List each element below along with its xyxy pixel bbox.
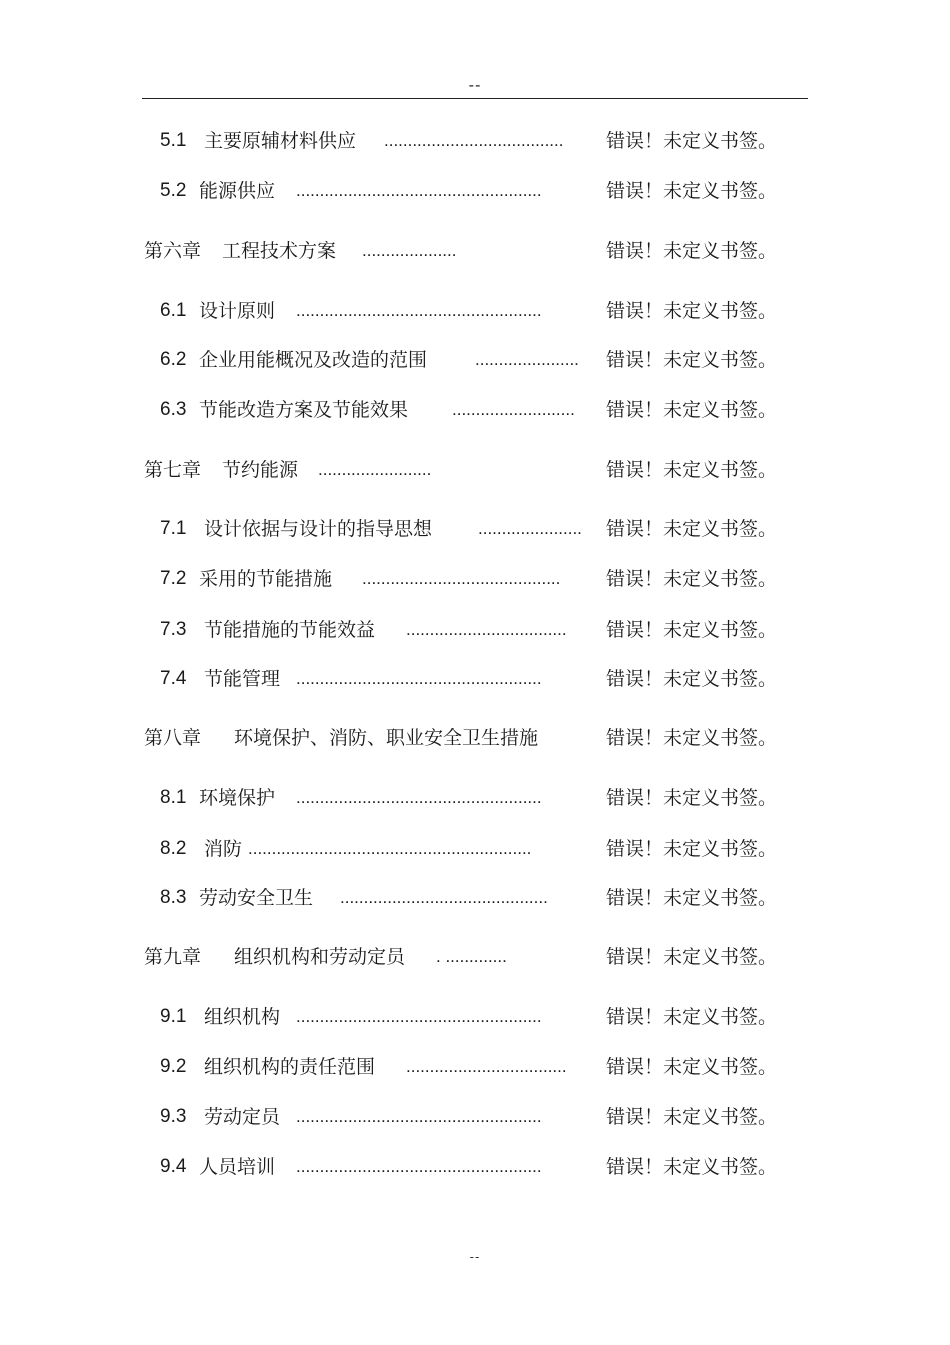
toc-leader-dots: ......................	[478, 519, 582, 538]
toc-title: 节能管理	[204, 668, 281, 690]
toc-line-7-4[interactable]	[0, 664, 950, 694]
toc-line-7-2[interactable]	[0, 564, 950, 594]
toc-line-6-1[interactable]	[0, 296, 950, 326]
toc-leader-dots: ..................................	[406, 1057, 567, 1076]
toc-line-7-3[interactable]	[0, 615, 950, 645]
toc-title: 主要原辅材料供应	[204, 130, 357, 152]
toc-leader-dots: ..........................................	[362, 569, 561, 588]
toc-leader-dots: ............................................	[340, 888, 548, 907]
toc-number: 第九章	[144, 946, 202, 968]
toc-error-text: 错误！未定义书签。	[606, 568, 778, 590]
toc-leader-dots: . .............	[436, 947, 507, 966]
toc-line-7-1[interactable]	[0, 514, 950, 544]
toc-chapter-7[interactable]	[0, 455, 950, 485]
toc-error-text: 错误！未定义书签。	[606, 1006, 778, 1028]
toc-line-6-2[interactable]	[0, 345, 950, 375]
toc-error-text: 错误！未定义书签。	[606, 1156, 778, 1178]
toc-chapter-6[interactable]	[0, 236, 950, 266]
toc-chapter-9[interactable]	[0, 942, 950, 972]
toc-number: 第八章	[144, 727, 202, 749]
toc-number: 9.2	[160, 1056, 187, 1077]
toc-line-5-1[interactable]	[0, 126, 950, 156]
toc-chapter-8[interactable]	[0, 723, 950, 753]
toc-leader-dots: ....................	[362, 241, 457, 260]
page-header-mark: --	[468, 76, 482, 94]
toc-line-6-3[interactable]	[0, 395, 950, 425]
toc-title: 节约能源	[222, 459, 299, 481]
toc-number: 7.1	[160, 518, 187, 539]
toc-leader-dots: ......................................	[384, 131, 564, 150]
toc-error-text: 错误！未定义书签。	[606, 180, 778, 202]
toc-error-text: 错误！未定义书签。	[606, 668, 778, 690]
toc-error-text: 错误！未定义书签。	[606, 727, 778, 749]
toc-error-text: 错误！未定义书签。	[606, 459, 778, 481]
toc-number: 9.4	[160, 1156, 187, 1177]
toc-title: 组织机构和劳动定员	[234, 946, 406, 968]
toc-leader-dots: ....................................................	[296, 301, 542, 320]
toc-title: 采用的节能措施	[199, 568, 333, 590]
toc-number: 8.2	[160, 838, 187, 859]
toc-number: 9.1	[160, 1006, 187, 1027]
toc-leader-dots: ....................................................	[296, 669, 542, 688]
toc-title: 劳动安全卫生	[199, 887, 314, 909]
toc-number: 5.1	[160, 130, 187, 151]
toc-leader-dots: ....................................................	[296, 788, 542, 807]
toc-number: 第六章	[144, 240, 202, 262]
toc-number: 8.1	[160, 787, 187, 808]
toc-title: 节能措施的节能效益	[204, 619, 376, 641]
toc-number: 9.3	[160, 1106, 187, 1127]
toc-leader-dots: ....................................................	[296, 1007, 542, 1026]
toc-error-text: 错误！未定义书签。	[606, 838, 778, 860]
toc-title: 工程技术方案	[222, 240, 337, 262]
toc-title: 组织机构的责任范围	[204, 1056, 376, 1078]
toc-line-8-1[interactable]	[0, 783, 950, 813]
toc-line-9-2[interactable]	[0, 1052, 950, 1082]
toc-leader-dots: ............................................................	[248, 839, 532, 858]
toc-error-text: 错误！未定义书签。	[606, 1056, 778, 1078]
toc-number: 6.3	[160, 399, 187, 420]
toc-error-text: 错误！未定义书签。	[606, 946, 778, 968]
toc-title: 设计原则	[199, 300, 276, 322]
toc-title: 消防	[204, 838, 243, 860]
toc-title: 企业用能概况及改造的范围	[199, 349, 428, 371]
toc-error-text: 错误！未定义书签。	[606, 1106, 778, 1128]
toc-leader-dots: ......................	[475, 350, 579, 369]
toc-leader-dots: ....................................................	[296, 1157, 542, 1176]
toc-error-text: 错误！未定义书签。	[606, 887, 778, 909]
toc-title: 能源供应	[199, 180, 276, 202]
toc-line-9-4[interactable]	[0, 1152, 950, 1182]
toc-error-text: 错误！未定义书签。	[606, 399, 778, 421]
toc-title: 人员培训	[199, 1156, 276, 1178]
toc-number: 6.1	[160, 300, 187, 321]
toc-number: 5.2	[160, 180, 187, 201]
toc-leader-dots: ..................................	[406, 620, 567, 639]
toc-error-text: 错误！未定义书签。	[606, 240, 778, 262]
page-footer-mark: --	[469, 1250, 481, 1264]
toc-line-8-2[interactable]	[0, 834, 950, 864]
toc-error-text: 错误！未定义书签。	[606, 300, 778, 322]
toc-title: 组织机构	[204, 1006, 281, 1028]
toc-title: 环境保护	[199, 787, 276, 809]
toc-line-9-1[interactable]	[0, 1002, 950, 1032]
toc-leader-dots: ........................	[318, 460, 432, 479]
toc-title: 节能改造方案及节能效果	[199, 399, 409, 421]
toc-number: 7.3	[160, 619, 187, 640]
toc-title: 环境保护、消防、职业安全卫生措施	[234, 727, 539, 749]
toc-error-text: 错误！未定义书签。	[606, 349, 778, 371]
toc-leader-dots: ....................................................	[296, 1107, 542, 1126]
toc-number: 8.3	[160, 887, 187, 908]
toc-leader-dots: ..........................	[452, 400, 575, 419]
toc-title: 设计依据与设计的指导思想	[204, 518, 433, 540]
toc-error-text: 错误！未定义书签。	[606, 518, 778, 540]
toc-error-text: 错误！未定义书签。	[606, 619, 778, 641]
toc-number: 7.4	[160, 668, 187, 689]
header-rule	[142, 98, 808, 99]
toc-line-9-3[interactable]	[0, 1102, 950, 1132]
toc-line-8-3[interactable]	[0, 883, 950, 913]
toc-error-text: 错误！未定义书签。	[606, 130, 778, 152]
toc-error-text: 错误！未定义书签。	[606, 787, 778, 809]
toc-title: 劳动定员	[204, 1106, 281, 1128]
toc-number: 第七章	[144, 459, 202, 481]
toc-line-5-2[interactable]	[0, 176, 950, 206]
toc-leader-dots: ....................................................	[296, 181, 542, 200]
toc-number: 7.2	[160, 568, 187, 589]
toc-number: 6.2	[160, 349, 187, 370]
